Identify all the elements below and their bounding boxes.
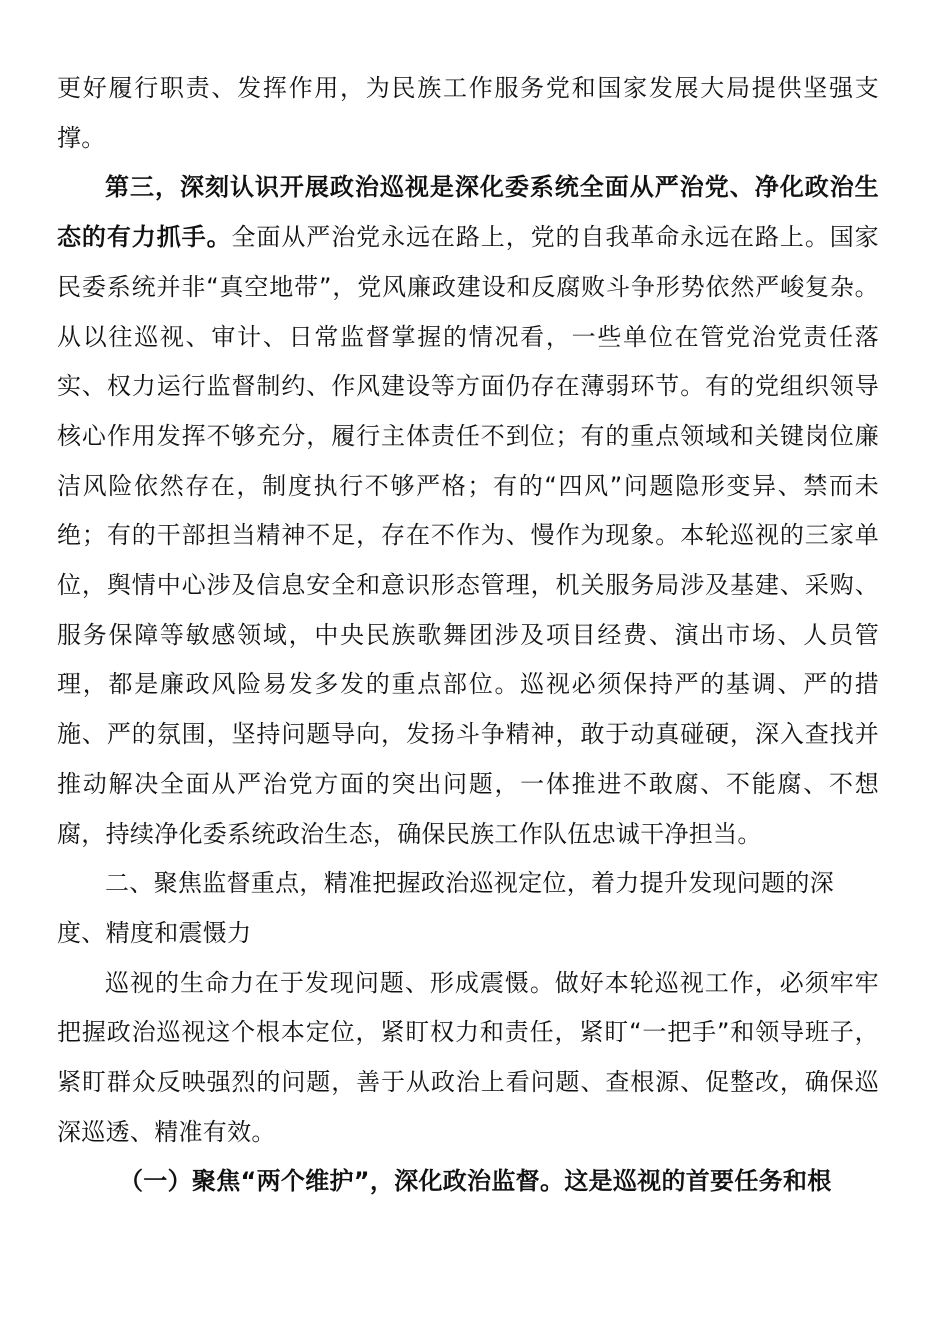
third-point-body: 全面从严治党永远在路上，党的自我革命永远在路上。国家民委系统并非“真空地带”，党风廉政建设和反腐败斗争形势依然严峻复杂。从以往巡视、审计、日常监督掌握的情况看，一些单位在管党治党责任落实、权力运行监督制约、作风建设等方面仍存在薄弱环节。有的党组织领导核心作用发挥不够充分，履行主体责任不到位；有的重点领域和关键岗位廉洁风险依然存在，制度执行不够严格；有的“四风”问题隐形变异、禁而未绝；有的干部担当精神不足，存在不作为、慢作为现象。本轮巡视的三家单位，舆情中心涉及信息安全和意识形态管理，机关服务局涉及基建、采购、服务保障等敏感领域，中央民族歌舞团涉及项目经费、演出市场、人员管理，都是廉政风险易发多发的重点部位。巡视必须保持严的基调、严的措施、严的氛围，坚持问题导向，发扬斗争精神，敢于动真碰硬，深入查找并推动解决全面从严治党方面的突出问题，一体推进不敢腐、不能腐、不想腐，持续净化委系统政治生态，确保民族工作队伍忠诚干净担当。	[57, 223, 879, 848]
paragraph-section-two-intro: 巡视的生命力在于发现问题、形成震慑。做好本轮巡视工作，必须牢牢把握政治巡视这个根本定位，紧盯权力和责任，紧盯“一把手”和领导班子，紧盯群众反映强烈的问题，善于从政治上看问题、查根源、促整改，确保巡深巡透、精准有效。	[57, 968, 879, 1146]
third-point-heading: 第三，深刻认识开展政治巡视是深化委系统全面从严治党、净化政治生态的有力抓手。	[57, 173, 879, 252]
paragraph-third-point	[57, 163, 879, 859]
paragraph-continuation: 更好履行职责、发挥作用，为民族工作服务党和国家发展大局提供坚强支撑。	[57, 74, 879, 152]
subsection-heading-one: （一）聚焦“两个维护”，深化政治监督。这是巡视的首要任务和根	[119, 1167, 832, 1196]
document-page	[57, 64, 879, 1207]
section-heading-two: 二、聚焦监督重点，精准把握政治巡视定位，着力提升发现问题的深度、精度和震慑力	[57, 869, 834, 947]
